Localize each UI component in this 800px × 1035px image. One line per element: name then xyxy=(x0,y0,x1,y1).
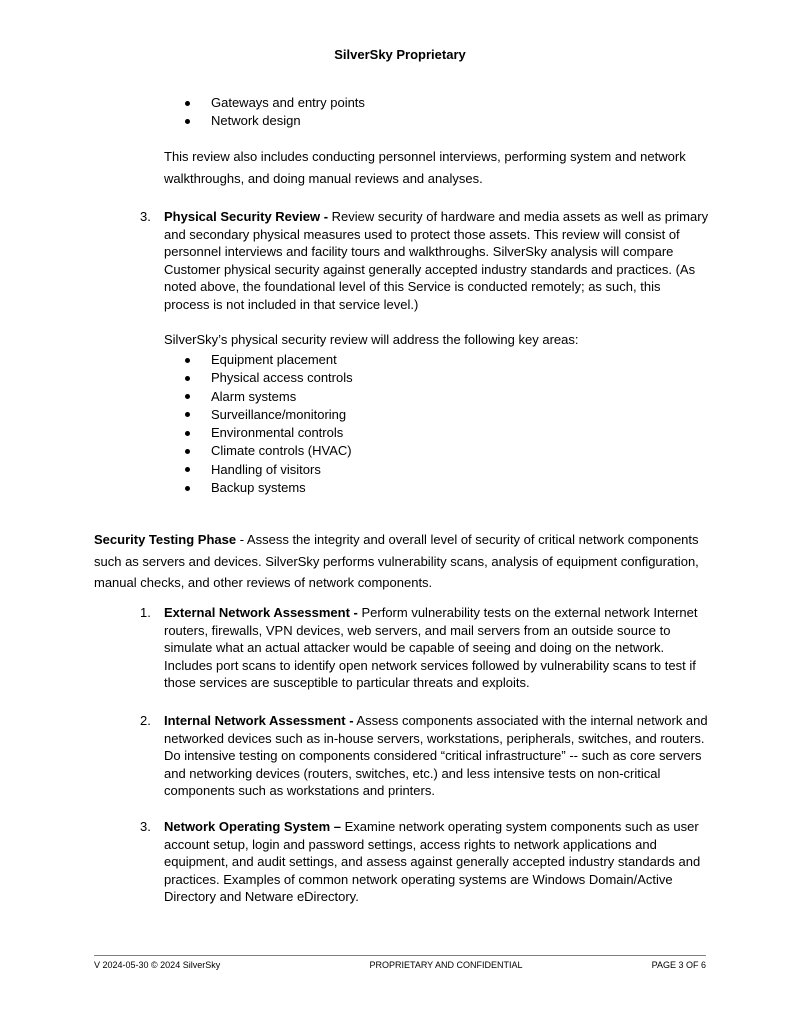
bullet-icon xyxy=(185,394,190,399)
footer-confidentiality: PROPRIETARY AND CONFIDENTIAL xyxy=(369,960,523,970)
item-title: Physical Security Review - xyxy=(164,209,329,224)
item-number: 1. xyxy=(140,605,151,620)
network-operating-system-item xyxy=(140,818,709,906)
list-item: Handling of visitors xyxy=(164,461,353,479)
security-testing-phase-paragraph xyxy=(94,529,712,594)
list-item: Gateways and entry points xyxy=(164,94,365,112)
section-title: Security Testing Phase xyxy=(94,532,237,547)
bullet-icon xyxy=(185,486,190,491)
item-body: Review security of hardware and media assets as well as primary and secondary physical measures used to protect those assets. This review will consist of personnel interviews and facility tours and walkthroughs. SilverSky analysis will compare Customer physical security against generally accepted industry standards and practices. (As noted above, the foundational level of this Service is conducted remotely; as such, this process is not included in that service level.) xyxy=(164,209,709,312)
footer-version: V 2024-05-30 © 2024 SilverSky xyxy=(94,960,221,970)
list-item: Surveillance/monitoring xyxy=(164,406,353,424)
bullet-icon xyxy=(185,376,190,381)
bullet-icon xyxy=(185,412,190,417)
bullet-icon xyxy=(185,449,190,454)
item-number: 3. xyxy=(140,819,151,834)
external-network-assessment-item xyxy=(140,604,709,692)
section-body: - Assess the integrity and overall level of security of critical network components such as servers and devices. SilverSky performs vulnerability scans, analysis of equipment configuration, manual checks, and other reviews of network components. xyxy=(94,532,699,590)
physical-areas-list xyxy=(164,351,353,497)
item-title: External Network Assessment - xyxy=(164,605,358,620)
item-body: Assess components associated with the internal network and networked devices such as in-house servers, workstations, peripherals, switches, and routers. Do intensive testing on components considered “critical infrastructure” -- such as core servers and networking devices (routers, switches, etc.) and less intensive tests on non-critical components such as workstations and printers. xyxy=(164,713,708,799)
list-item: Climate controls (HVAC) xyxy=(164,442,353,460)
list-item: Physical access controls xyxy=(164,369,353,387)
item-body: Perform vulnerability tests on the external network Internet routers, firewalls, VPN devices, web servers, and mail servers from an outside source to simulate what an actual attacker would be capable of seeing and doing on the network. Includes port scans to identify open network services followed by vulnerability scans to test if those services are susceptible to particular threats and exploits. xyxy=(164,605,698,691)
top-bullet-list xyxy=(164,94,365,131)
list-item: Backup systems xyxy=(164,479,353,497)
bullet-icon xyxy=(185,101,190,106)
item-number: 2. xyxy=(140,713,151,728)
item-number: 3. xyxy=(140,209,151,224)
item-title: Network Operating System – xyxy=(164,819,341,834)
physical-security-review-item xyxy=(140,208,709,314)
list-item: Environmental controls xyxy=(164,424,353,442)
bullet-icon xyxy=(185,467,190,472)
physical-areas-intro: SilverSky’s physical security review will address the following key areas: xyxy=(164,332,579,347)
list-item: Equipment placement xyxy=(164,351,353,369)
review-note: This review also includes conducting personnel interviews, performing system and network walkthroughs, and doing manual reviews and analyses. xyxy=(164,149,686,186)
internal-network-assessment-item xyxy=(140,712,709,800)
bullet-icon xyxy=(185,358,190,363)
item-body: Examine network operating system components such as user account setup, login and password settings, access rights to network applications and equipment, and audit settings, and assess against generally accepted industry standards and practices. Examples of common network operating systems are Windows Domain/Active Directory and Netware eDirectory. xyxy=(164,819,701,905)
bullet-icon xyxy=(185,119,190,124)
footer-page-number: PAGE 3 OF 6 xyxy=(651,960,706,970)
list-item: Network design xyxy=(164,112,365,130)
item-title: Internal Network Assessment - xyxy=(164,713,354,728)
bullet-icon xyxy=(185,431,190,436)
page-header-title: SilverSky Proprietary xyxy=(334,47,466,62)
list-item: Alarm systems xyxy=(164,388,353,406)
footer-divider xyxy=(94,955,706,956)
